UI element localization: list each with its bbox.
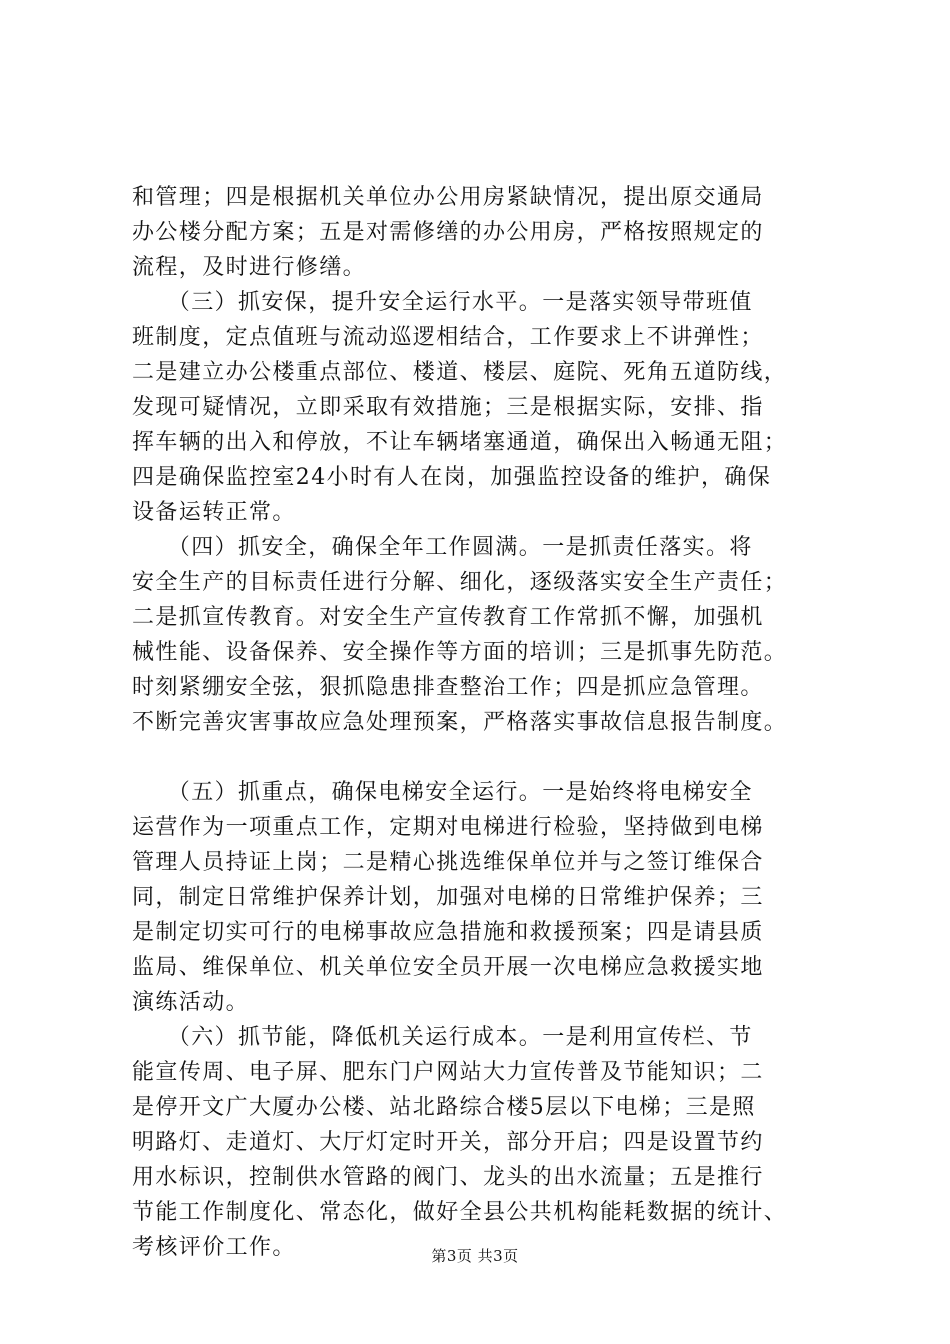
- text-line: （三）抓安保，提升安全运行水平。一是落实领导带班值: [132, 290, 753, 315]
- paragraph-office-management: [132, 180, 834, 285]
- text-line: 和管理；四是根据机关单位办公用房紧缺情况，提出原交通局: [132, 185, 764, 210]
- text-line: 运营作为一项重点工作，定期对电梯进行检验，坚持做到电梯: [132, 815, 764, 840]
- text-line: （五）抓重点，确保电梯安全运行。一是始终将电梯安全: [132, 780, 753, 805]
- text-line: （四）抓安全，确保全年工作圆满。一是抓责任落实。将: [132, 535, 753, 560]
- text-line: 办公楼分配方案；五是对需修缮的办公用房，严格按照规定的: [132, 220, 764, 245]
- text-line: 流程，及时进行修缮。: [132, 255, 367, 280]
- text-line: 二是抓宣传教育。对安全生产宣传教育工作常抓不懈，加强机: [132, 605, 764, 630]
- text-line: 设备运转正常。: [132, 500, 296, 525]
- text-line: 发现可疑情况，立即采取有效措施；三是根据实际，安排、指: [132, 395, 764, 420]
- text-line: 械性能、设备保养、安全操作等方面的培训；三是抓事先防范。: [132, 640, 788, 665]
- text-line: 二是建立办公楼重点部位、楼道、楼层、庭院、死角五道防线，: [132, 360, 788, 385]
- text-line: 挥车辆的出入和停放，不让车辆堵塞通道，确保出入畅通无阻；: [132, 430, 788, 455]
- text-line: （六）抓节能，降低机关运行成本。一是利用宣传栏、节: [132, 1025, 753, 1050]
- paragraph-safety: [132, 530, 834, 740]
- text-line: 是停开文广大厦办公楼、站北路综合楼5层以下电梯；三是照: [132, 1095, 756, 1120]
- text-line: 节能工作制度化、常态化，做好全县公共机构能耗数据的统计、: [132, 1200, 788, 1225]
- document-body: [132, 180, 834, 1265]
- paragraph-security: [132, 285, 834, 530]
- text-line: 监局、维保单位、机关单位安全员开展一次电梯应急救援实地: [132, 955, 764, 980]
- page-number-footer: 第3页 共3页: [431, 1247, 519, 1265]
- text-line: 四是确保监控室24小时有人在岗，加强监控设备的维护，确保: [132, 465, 772, 490]
- text-line: 管理人员持证上岗；二是精心挑选维保单位并与之签订维保合: [132, 850, 764, 875]
- paragraph-spacer: [132, 740, 834, 775]
- text-line: 考核评价工作。: [132, 1235, 296, 1260]
- text-line: 班制度，定点值班与流动巡逻相结合，工作要求上不讲弹性；: [132, 325, 764, 350]
- paragraph-energy-saving: [132, 1020, 834, 1265]
- text-line: 安全生产的目标责任进行分解、细化，逐级落实安全生产责任；: [132, 570, 788, 595]
- text-line: 同，制定日常维护保养计划，加强对电梯的日常维护保养；三: [132, 885, 764, 910]
- text-line: 演练活动。: [132, 990, 250, 1015]
- text-line: 用水标识，控制供水管路的阀门、龙头的出水流量；五是推行: [132, 1165, 764, 1190]
- paragraph-elevator: [132, 775, 834, 1020]
- text-line: 时刻紧绷安全弦，狠抓隐患排查整治工作；四是抓应急管理。: [132, 675, 764, 700]
- text-line: 明路灯、走道灯、大厅灯定时开关，部分开启；四是设置节约: [132, 1130, 764, 1155]
- text-line: 能宣传周、电子屏、肥东门户网站大力宣传普及节能知识；二: [132, 1060, 764, 1085]
- text-line: 是制定切实可行的电梯事故应急措施和救援预案；四是请县质: [132, 920, 764, 945]
- text-line: 不断完善灾害事故应急处理预案，严格落实事故信息报告制度。: [132, 710, 788, 735]
